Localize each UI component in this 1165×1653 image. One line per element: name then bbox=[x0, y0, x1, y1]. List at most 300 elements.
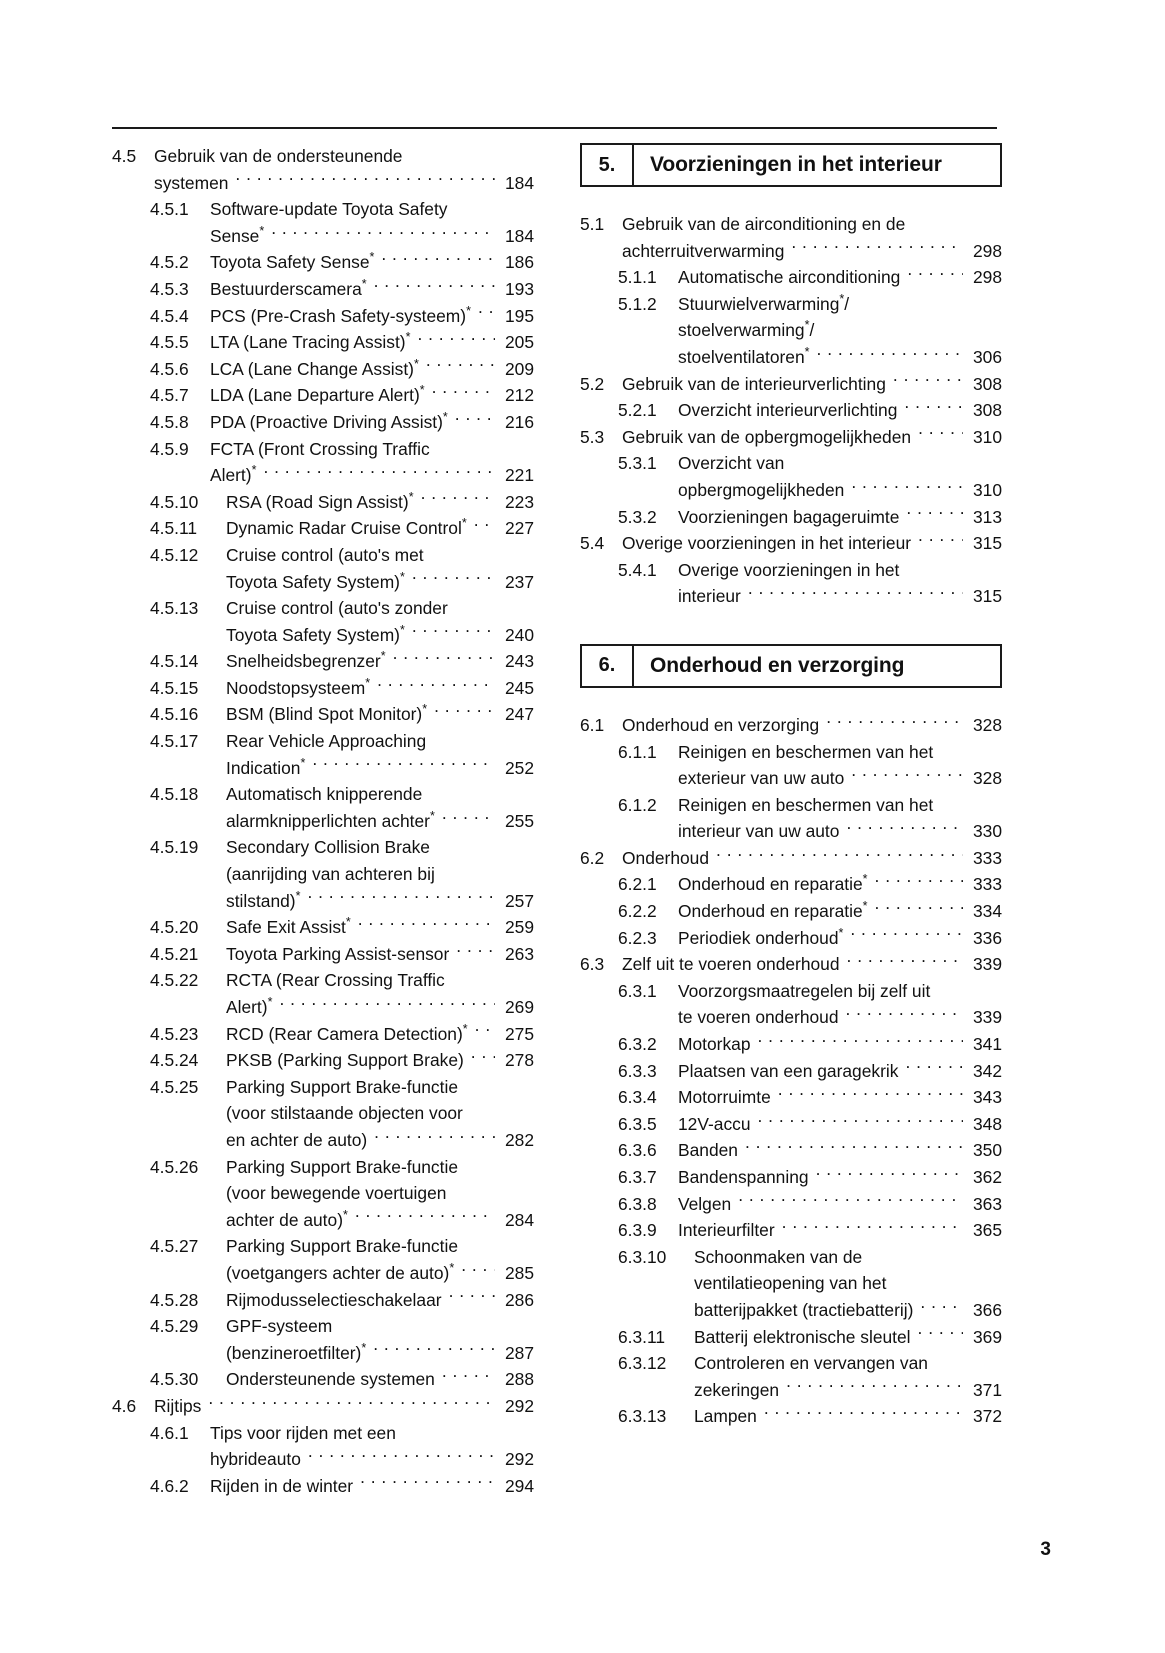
toc-entry[interactable] bbox=[150, 249, 534, 276]
toc-page-number: 278 bbox=[504, 1050, 534, 1071]
toc-entry-title: RSA (Road Sign Assist)* bbox=[226, 489, 414, 512]
toc-entry-number: 4.6.2 bbox=[150, 1475, 189, 1496]
toc-entry-title: (voetgangers achter de auto)* bbox=[226, 1261, 455, 1283]
toc-entry-body bbox=[226, 1233, 534, 1286]
dot-leader bbox=[417, 331, 495, 348]
toc-entry-number: 6.1 bbox=[580, 714, 605, 735]
toc-entry-last-line bbox=[694, 1377, 1002, 1404]
toc-entry-body bbox=[210, 1473, 534, 1500]
toc-entry-body bbox=[226, 701, 534, 728]
dot-leader bbox=[893, 372, 963, 389]
toc-entry[interactable] bbox=[150, 728, 534, 781]
toc-entry[interactable] bbox=[150, 781, 534, 834]
toc-entry-body bbox=[226, 967, 534, 1020]
toc-entry-title: zekeringen bbox=[694, 1379, 780, 1400]
chapter-header-box[interactable] bbox=[580, 143, 1002, 187]
toc-entry-body bbox=[226, 941, 534, 968]
toc-entry-body bbox=[210, 329, 534, 356]
footnote-asterisk: * bbox=[413, 356, 419, 371]
toc-entry[interactable] bbox=[618, 1191, 1002, 1218]
toc-entry-title: Onderhoud bbox=[622, 847, 710, 868]
toc-entry[interactable] bbox=[112, 1393, 534, 1420]
toc-entry-number: 6.3 bbox=[580, 954, 605, 975]
toc-page-number: 306 bbox=[972, 346, 1002, 367]
toc-entry-title: stilstand)* bbox=[226, 888, 301, 911]
footnote-asterisk: * bbox=[419, 383, 425, 398]
toc-entry-number: 6.1.2 bbox=[618, 794, 657, 815]
toc-entry-title: BSM (Blind Spot Monitor)* bbox=[226, 702, 428, 725]
toc-entry-last-line bbox=[226, 941, 534, 968]
toc-entry-body bbox=[678, 504, 1002, 531]
toc-entry-last-line bbox=[226, 648, 534, 675]
toc-entry-number: 4.5.18 bbox=[150, 784, 199, 805]
toc-entry-title: exterieur van uw auto bbox=[678, 768, 845, 789]
toc-entry-body bbox=[678, 1084, 1002, 1111]
toc-entry-body bbox=[678, 871, 1002, 898]
toc-entry[interactable] bbox=[618, 397, 1002, 424]
toc-entry-title: Batterij elektronische sleutel bbox=[694, 1326, 911, 1347]
toc-entry-last-line bbox=[678, 504, 1002, 531]
toc-entry-number: 6.1.1 bbox=[618, 741, 657, 762]
toc-entry[interactable] bbox=[150, 701, 534, 728]
toc-entry-body bbox=[678, 1031, 1002, 1058]
dot-leader bbox=[850, 926, 963, 943]
toc-entry[interactable] bbox=[618, 1324, 1002, 1351]
toc-page-number: 216 bbox=[504, 411, 534, 432]
toc-entry-body bbox=[678, 1217, 1002, 1244]
dot-leader bbox=[764, 1405, 963, 1422]
footnote-asterisk: * bbox=[449, 1261, 455, 1276]
toc-entry-title: te voeren onderhoud bbox=[678, 1007, 839, 1028]
toc-entry[interactable] bbox=[618, 557, 1002, 610]
toc-entry-number: 4.5.24 bbox=[150, 1050, 199, 1071]
toc-entry-body bbox=[226, 542, 534, 595]
toc-entry[interactable] bbox=[150, 382, 534, 409]
dot-leader bbox=[449, 1288, 495, 1305]
dot-leader bbox=[904, 399, 963, 416]
toc-entry[interactable] bbox=[150, 595, 534, 648]
toc-entry[interactable] bbox=[150, 1154, 534, 1234]
toc-page-number: 259 bbox=[504, 917, 534, 938]
toc-entry-number: 4.5.17 bbox=[150, 731, 199, 752]
page-number: 3 bbox=[1040, 1539, 1051, 1560]
footnote-asterisk: * bbox=[295, 888, 301, 903]
dot-leader bbox=[758, 1112, 963, 1129]
toc-page-number: 209 bbox=[504, 358, 534, 379]
toc-entry-number: 6.3.9 bbox=[618, 1220, 657, 1241]
dot-leader bbox=[426, 357, 495, 374]
toc-page-number: 334 bbox=[972, 901, 1002, 922]
toc-entry[interactable] bbox=[150, 1313, 534, 1366]
dot-leader bbox=[907, 266, 963, 283]
dot-leader bbox=[434, 703, 495, 720]
toc-entry-title: Onderhoud en reparatie* bbox=[678, 899, 868, 922]
toc-entry-number: 6.3.12 bbox=[618, 1353, 667, 1374]
toc-entry-title: Lampen bbox=[694, 1406, 757, 1427]
toc-page-number: 227 bbox=[504, 518, 534, 539]
footnote-asterisk: * bbox=[461, 516, 467, 531]
toc-entry-number: 4.5.4 bbox=[150, 305, 189, 326]
toc-entry-body bbox=[226, 595, 534, 648]
toc-entry-last-line bbox=[226, 701, 534, 728]
toc-entry-title-line: GPF-systeem bbox=[226, 1316, 333, 1337]
toc-entry-body bbox=[210, 303, 534, 330]
toc-entry[interactable] bbox=[580, 424, 1002, 451]
toc-entry-number: 4.5.10 bbox=[150, 491, 199, 512]
toc-entry-number: 4.6.1 bbox=[150, 1422, 189, 1443]
dot-leader bbox=[826, 714, 963, 731]
toc-entry-title: Periodiek onderhoud* bbox=[678, 925, 844, 948]
toc-entry-last-line bbox=[622, 424, 1002, 451]
dot-leader bbox=[271, 224, 495, 241]
dot-leader bbox=[307, 889, 495, 906]
toc-page-number: 286 bbox=[504, 1289, 534, 1310]
toc-entry-number: 5.2.1 bbox=[618, 400, 657, 421]
toc-entry-number: 4.5.26 bbox=[150, 1156, 199, 1177]
toc-entry[interactable] bbox=[618, 264, 1002, 291]
toc-entry-body bbox=[678, 1137, 1002, 1164]
toc-entry-number: 6.2.2 bbox=[618, 901, 657, 922]
footnote-asterisk: * bbox=[267, 995, 273, 1010]
toc-entry-title: Bandenspanning bbox=[678, 1167, 809, 1187]
toc-entry-title: en achter de auto) bbox=[226, 1129, 368, 1150]
toc-page-number: 333 bbox=[972, 847, 1002, 868]
toc-entry-title-line: (voor stilstaande objecten voor bbox=[226, 1103, 463, 1124]
toc-entry[interactable] bbox=[150, 675, 534, 702]
toc-entry-title: systemen bbox=[154, 172, 229, 193]
toc-entry-body bbox=[226, 1074, 534, 1154]
toc-entry-title: Bestuurderscamera* bbox=[210, 277, 367, 299]
toc-entry-last-line bbox=[678, 1084, 1002, 1111]
toc-entry-last-line bbox=[226, 1047, 534, 1074]
toc-page-number: 330 bbox=[972, 821, 1002, 842]
footnote-asterisk: * bbox=[422, 702, 428, 717]
toc-page-number: 315 bbox=[972, 586, 1002, 607]
toc-page-number: 193 bbox=[504, 278, 534, 299]
toc-entry-number: 4.5.15 bbox=[150, 677, 199, 698]
toc-entry[interactable] bbox=[150, 196, 534, 249]
dot-leader bbox=[374, 1129, 495, 1146]
toc-entry[interactable] bbox=[618, 871, 1002, 898]
toc-entry-body bbox=[226, 1287, 534, 1314]
toc-entry-last-line bbox=[210, 249, 534, 276]
dot-leader bbox=[918, 1325, 963, 1342]
toc-entry[interactable] bbox=[580, 845, 1002, 872]
toc-entry-last-line bbox=[694, 1297, 1002, 1324]
dot-leader bbox=[381, 251, 495, 268]
footnote-asterisk: * bbox=[361, 277, 367, 292]
toc-entry-body bbox=[226, 1313, 534, 1366]
toc-entry-last-line bbox=[622, 712, 1002, 739]
toc-entry-title-line: Tips voor rijden met een bbox=[210, 1422, 396, 1443]
toc-entry-number: 4.5.29 bbox=[150, 1316, 199, 1337]
dot-leader bbox=[846, 1006, 963, 1023]
toc-entry[interactable] bbox=[618, 1084, 1002, 1111]
dot-leader bbox=[748, 585, 963, 602]
toc-entry[interactable] bbox=[618, 1403, 1002, 1430]
toc-entry-last-line bbox=[678, 344, 1002, 371]
toc-entry-title-line: RCTA (Rear Crossing Traffic bbox=[226, 970, 445, 991]
toc-entry-title-line: Gebruik van de ondersteunende bbox=[154, 146, 403, 166]
toc-entry-number: 6.2.3 bbox=[618, 927, 657, 948]
toc-entry[interactable] bbox=[150, 967, 534, 1020]
toc-entry-last-line bbox=[210, 382, 534, 409]
toc-entry-body bbox=[622, 371, 1002, 398]
footnote-asterisk: * bbox=[838, 925, 844, 940]
toc-entry-title: Velgen bbox=[678, 1193, 732, 1214]
toc-entry[interactable] bbox=[580, 211, 1002, 264]
toc-entry-body bbox=[226, 489, 534, 516]
toc-page-number: 294 bbox=[504, 1475, 534, 1496]
footnote-asterisk: * bbox=[408, 489, 414, 504]
toc-entry-number: 4.5.11 bbox=[150, 518, 198, 539]
toc-entry[interactable] bbox=[150, 834, 534, 914]
toc-page-number: 237 bbox=[504, 571, 534, 592]
toc-entry[interactable] bbox=[150, 515, 534, 542]
toc-entry-body bbox=[678, 1111, 1002, 1138]
toc-entry[interactable] bbox=[150, 329, 534, 356]
toc-entry-title-line: Parking Support Brake-functie bbox=[226, 1236, 458, 1257]
toc-entry-number: 4.5.13 bbox=[150, 598, 199, 619]
footnote-asterisk: * bbox=[804, 318, 810, 333]
toc-entry[interactable] bbox=[150, 356, 534, 383]
toc-page-number: 240 bbox=[504, 624, 534, 645]
toc-entry[interactable] bbox=[618, 898, 1002, 925]
toc-entry-body bbox=[678, 291, 1002, 371]
toc-entry-last-line bbox=[678, 1137, 1002, 1164]
toc-entry-title: Onderhoud en verzorging bbox=[622, 714, 820, 735]
toc-entry-body bbox=[210, 382, 534, 409]
toc-entry-body bbox=[226, 1366, 534, 1393]
toc-entry-last-line bbox=[622, 238, 1002, 265]
toc-entry-title-line: Overzicht van bbox=[678, 453, 785, 474]
toc-page-number: 362 bbox=[972, 1167, 1002, 1187]
toc-entry[interactable] bbox=[150, 1473, 534, 1500]
toc-entry[interactable] bbox=[150, 1366, 534, 1393]
toc-entry-body bbox=[226, 1154, 534, 1234]
toc-page-number: 372 bbox=[972, 1406, 1002, 1427]
header-rule bbox=[112, 127, 997, 129]
toc-entry-last-line bbox=[226, 808, 534, 835]
toc-entry[interactable] bbox=[150, 914, 534, 941]
toc-entry[interactable] bbox=[150, 276, 534, 303]
toc-entry-title: PDA (Proactive Driving Assist)* bbox=[210, 410, 448, 432]
toc-entry-last-line bbox=[210, 409, 534, 436]
toc-entry-number: 6.2 bbox=[580, 847, 605, 868]
dot-leader bbox=[471, 1049, 495, 1066]
toc-page-number: 336 bbox=[972, 927, 1002, 948]
toc-entry[interactable] bbox=[618, 1111, 1002, 1138]
toc-entry-number: 6.3.6 bbox=[618, 1140, 657, 1161]
toc-entry-title: achter de auto)* bbox=[226, 1207, 348, 1230]
dot-leader bbox=[847, 953, 963, 970]
toc-entry-title: PKSB (Parking Support Brake) bbox=[226, 1050, 464, 1071]
toc-entry[interactable] bbox=[580, 371, 1002, 398]
toc-entry-title: hybrideauto bbox=[210, 1449, 301, 1470]
toc-page-number: 255 bbox=[504, 810, 534, 831]
toc-entry-body bbox=[226, 728, 534, 781]
toc-entry-number: 5.1.2 bbox=[618, 293, 657, 314]
toc-entry-last-line bbox=[678, 765, 1002, 792]
toc-entry[interactable] bbox=[618, 1244, 1002, 1324]
toc-entry-last-line bbox=[226, 675, 534, 702]
toc-entry-number: 6.3.10 bbox=[618, 1246, 667, 1267]
dot-leader bbox=[758, 1033, 964, 1050]
dot-leader bbox=[745, 1139, 963, 1156]
footnote-asterisk: * bbox=[380, 649, 386, 664]
toc-entry-last-line bbox=[678, 1058, 1002, 1085]
dot-leader bbox=[432, 384, 495, 401]
toc-entry-last-line bbox=[678, 397, 1002, 424]
toc-entry-body bbox=[226, 515, 534, 542]
toc-entry[interactable] bbox=[150, 1047, 534, 1074]
dot-leader bbox=[358, 916, 495, 933]
chapter-number: 5. bbox=[582, 145, 634, 185]
dot-leader bbox=[263, 464, 495, 481]
toc-entry-number: 6.3.8 bbox=[618, 1193, 657, 1214]
toc-entry-body bbox=[678, 397, 1002, 424]
toc-entry-body bbox=[678, 1058, 1002, 1085]
toc-entry[interactable] bbox=[618, 504, 1002, 531]
toc-entry-number: 5.2 bbox=[580, 373, 605, 394]
toc-entry-title: LTA (Lane Tracing Assist)* bbox=[210, 330, 411, 353]
dot-leader bbox=[475, 1022, 495, 1039]
toc-entry-title: batterijpakket (tractiebatterij) bbox=[694, 1299, 914, 1320]
chapter-title: Voorzieningen in het interieur bbox=[650, 153, 942, 176]
toc-entry-last-line bbox=[226, 888, 534, 915]
toc-entry-body bbox=[678, 739, 1002, 792]
dot-leader bbox=[312, 756, 495, 773]
toc-entry[interactable] bbox=[580, 530, 1002, 557]
toc-entry[interactable] bbox=[618, 450, 1002, 503]
toc-entry-title-line: Voorzorgsmaatregelen bij zelf uit bbox=[678, 980, 931, 1001]
toc-entry[interactable] bbox=[618, 291, 1002, 371]
toc-entry-body bbox=[210, 196, 534, 249]
toc-entry-last-line bbox=[226, 489, 534, 516]
toc-entry[interactable] bbox=[150, 489, 534, 516]
toc-entry[interactable] bbox=[580, 951, 1002, 978]
toc-entry[interactable] bbox=[618, 1137, 1002, 1164]
toc-entry-number: 6.3.5 bbox=[618, 1113, 657, 1134]
toc-entry-body bbox=[694, 1324, 1002, 1351]
toc-entry-number: 5.4.1 bbox=[618, 559, 657, 580]
toc-entry[interactable] bbox=[618, 978, 1002, 1031]
toc-entry-last-line bbox=[678, 925, 1002, 952]
toc-entry-last-line bbox=[226, 1021, 534, 1048]
toc-entry[interactable] bbox=[618, 1058, 1002, 1085]
toc-page-number: 365 bbox=[972, 1220, 1002, 1241]
toc-entry-last-line bbox=[678, 1164, 1002, 1191]
toc-entry[interactable] bbox=[618, 925, 1002, 952]
toc-entry-body bbox=[694, 1244, 1002, 1324]
toc-page-number: 341 bbox=[972, 1034, 1002, 1055]
toc-entry-last-line bbox=[226, 1260, 534, 1287]
toc-entry[interactable] bbox=[150, 941, 534, 968]
dot-leader bbox=[279, 996, 495, 1013]
toc-entry[interactable] bbox=[150, 409, 534, 436]
toc-entry-body bbox=[210, 276, 534, 303]
toc-entry-title: achterruitverwarming bbox=[622, 240, 785, 261]
toc-entry-title-line: Cruise control (auto's zonder bbox=[226, 598, 448, 619]
dot-leader bbox=[235, 171, 495, 188]
toc-entry-last-line bbox=[226, 569, 534, 596]
toc-entry-number: 4.5.3 bbox=[150, 278, 189, 299]
toc-entry-number: 4.5.27 bbox=[150, 1236, 199, 1257]
toc-entry[interactable] bbox=[618, 1350, 1002, 1403]
toc-page-number: 184 bbox=[504, 172, 534, 193]
toc-entry-title: Motorkap bbox=[678, 1034, 751, 1055]
toc-entry[interactable] bbox=[618, 1031, 1002, 1058]
toc-entry-title-line: Parking Support Brake-functie bbox=[226, 1156, 458, 1177]
toc-entry-last-line bbox=[622, 845, 1002, 872]
toc-entry-number: 4.5.14 bbox=[150, 651, 199, 672]
toc-page-number: 205 bbox=[504, 332, 534, 353]
dot-leader bbox=[918, 532, 963, 549]
toc-entry-body bbox=[226, 675, 534, 702]
footnote-asterisk: * bbox=[365, 676, 371, 691]
toc-entry-number: 6.3.2 bbox=[618, 1034, 657, 1055]
toc-entry-title-line: Controleren en vervangen van bbox=[694, 1353, 928, 1374]
toc-page-number: 184 bbox=[504, 225, 534, 246]
toc-entry[interactable] bbox=[150, 1233, 534, 1286]
toc-page-number: 343 bbox=[972, 1087, 1002, 1108]
dot-leader bbox=[851, 479, 963, 496]
toc-entry-body bbox=[678, 264, 1002, 291]
toc-entry[interactable] bbox=[618, 792, 1002, 845]
toc-entry-last-line bbox=[210, 329, 534, 356]
toc-entry[interactable] bbox=[150, 542, 534, 595]
toc-entry-title-line: Secondary Collision Brake bbox=[226, 837, 430, 858]
chapter-header-box[interactable] bbox=[580, 644, 1002, 688]
toc-entry-body bbox=[678, 1191, 1002, 1218]
dot-leader bbox=[474, 517, 495, 534]
toc-entry-last-line bbox=[694, 1324, 1002, 1351]
toc-entry[interactable] bbox=[580, 712, 1002, 739]
toc-page-number: 363 bbox=[972, 1193, 1002, 1214]
toc-entry[interactable] bbox=[150, 1021, 534, 1048]
toc-entry[interactable] bbox=[112, 143, 534, 196]
toc-entry[interactable] bbox=[618, 739, 1002, 792]
toc-entry[interactable] bbox=[150, 1287, 534, 1314]
toc-entry-title: Safe Exit Assist* bbox=[226, 915, 351, 938]
toc-entry-number: 6.3.1 bbox=[618, 980, 657, 1001]
toc-page-number: 195 bbox=[504, 305, 534, 326]
toc-entry-body bbox=[210, 249, 534, 276]
toc-entry-title: interieur bbox=[678, 586, 741, 607]
toc-page-number: 257 bbox=[504, 890, 534, 911]
toc-entry-title-line: Gebruik van de airconditioning en de bbox=[622, 214, 906, 234]
toc-entry-body bbox=[622, 845, 1002, 872]
toc-entry[interactable] bbox=[150, 436, 534, 489]
dot-leader bbox=[421, 490, 495, 507]
toc-entry[interactable] bbox=[618, 1164, 1002, 1191]
toc-entry[interactable] bbox=[150, 303, 534, 330]
toc-page-number: 284 bbox=[504, 1209, 534, 1230]
toc-entry-body bbox=[210, 356, 534, 383]
toc-entry[interactable] bbox=[150, 648, 534, 675]
toc-page-number: 292 bbox=[504, 1395, 534, 1416]
toc-entry-last-line bbox=[678, 1004, 1002, 1031]
toc-entry-title: Rijtips bbox=[154, 1395, 202, 1416]
toc-entry-title: interieur van uw auto bbox=[678, 821, 840, 842]
toc-entry-title: PCS (Pre-Crash Safety-systeem)* bbox=[210, 303, 471, 326]
toc-entry[interactable] bbox=[150, 1074, 534, 1154]
toc-entry-title: Toyota Safety Sense* bbox=[210, 250, 375, 273]
footnote-asterisk: * bbox=[259, 223, 265, 238]
toc-entry[interactable] bbox=[150, 1420, 534, 1473]
toc-entry-title: Snelheidsbegrenzer* bbox=[226, 649, 386, 672]
toc-entry[interactable] bbox=[618, 1217, 1002, 1244]
